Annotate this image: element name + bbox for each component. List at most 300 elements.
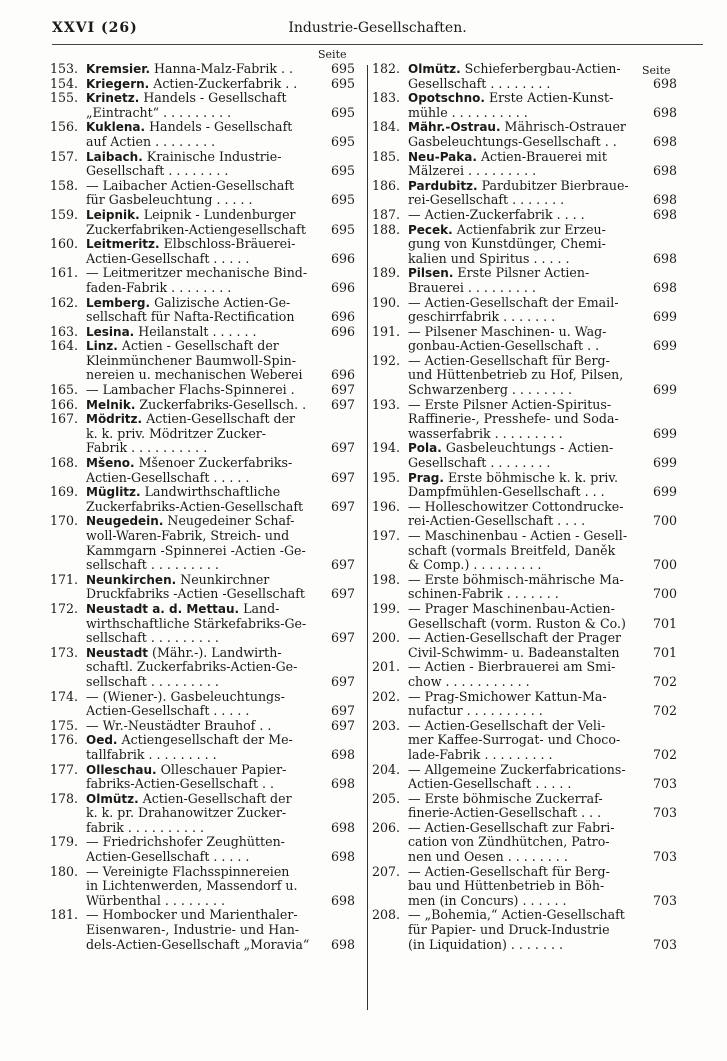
index-entry: [50, 485, 355, 514]
entry-text: in Lichtenwerden, Massendorf u.: [86, 878, 298, 894]
entry-number: 176.: [50, 732, 79, 748]
entry-text: wasserfabrik . . . . . . . . .: [408, 425, 563, 441]
entry-number: 197.: [372, 528, 401, 543]
entry-text: schinen-Fabrik . . . . . . .: [408, 586, 559, 602]
entry-text: Civil-Schwimm- u. Badeanstalten: [408, 644, 620, 660]
entry-text: Mälzerei . . . . . . . . .: [408, 163, 537, 179]
entry-page: 703: [652, 892, 677, 908]
entry-page: 698: [652, 250, 677, 266]
entry-page: 698: [652, 206, 677, 222]
entry-text: — Actien-Gesellschaft zur Fabri-: [408, 819, 615, 835]
index-entry: [50, 237, 355, 266]
entry-number: 199.: [372, 600, 401, 616]
entry-text: — Vereinigte Flachsspinnereien: [86, 863, 290, 879]
entry-text: lade-Fabrik . . . . . . . . .: [408, 746, 553, 762]
entry-page: 701: [652, 615, 677, 631]
page-header: [52, 20, 703, 42]
entry-text: — Prag-Smichower Kattun-Ma-: [408, 688, 607, 704]
index-entry: [372, 91, 677, 120]
entry-text: Brauerei . . . . . . . . .: [408, 279, 536, 295]
index-entry: [50, 398, 355, 413]
entry-text: Actien - Gesellschaft der: [121, 338, 279, 354]
entry-number: 179.: [50, 834, 79, 850]
entry-place: Pilsen.: [408, 266, 454, 281]
entry-place: Laibach.: [86, 149, 143, 164]
entry-text: schaftl. Zuckerfabriks-Actien-Ge-: [86, 659, 298, 675]
entry-place: Neustadt: [86, 645, 149, 660]
entry-text: dels-Actien-Gesellschaft „Moravia“: [86, 936, 310, 952]
index-entry: [50, 514, 355, 572]
entry-place: Opotschno.: [408, 91, 485, 106]
entry-page: 697: [330, 469, 355, 485]
entry-text: Elbschloss-Bräuerei-: [163, 236, 296, 252]
entry-text: Actien-Gesellschaft der: [142, 790, 292, 806]
entry-text: für Gasbeleuchtung . . . . .: [86, 192, 253, 208]
entry-text: Kleinmünchener Baumwoll-Spin-: [86, 352, 296, 368]
entry-place: Kremsier.: [86, 62, 151, 76]
entry-text: Handels - Gesellschaft: [149, 119, 293, 135]
entry-number: 164.: [50, 338, 79, 354]
index-entry: [50, 62, 355, 77]
entry-number: 158.: [50, 177, 79, 193]
entry-text: chow . . . . . . . . . . .: [408, 673, 530, 689]
entry-place: Olleschau.: [86, 762, 157, 777]
entry-number: 207.: [372, 863, 401, 879]
entry-text: (Mähr.-). Landwirth-: [152, 644, 282, 660]
index-entry: [372, 208, 677, 223]
entry-page: 696: [330, 279, 355, 295]
seite-label-right: Seite: [642, 64, 671, 77]
entry-page: 699: [652, 425, 677, 441]
entry-text: Actien-Zuckerfabrik . .: [153, 75, 298, 91]
entry-text: Gesellschaft (vorm. Ruston & Co.): [408, 615, 626, 631]
entry-page: 698: [330, 936, 355, 952]
entry-place: Leitmeritz.: [86, 237, 160, 252]
page-number: XXVI (26): [52, 20, 138, 36]
index-entry: [50, 792, 355, 836]
index-entry: [372, 441, 677, 470]
entry-text: woll-Waren-Fabrik, Streich- und: [86, 528, 290, 543]
entry-text: fabrik . . . . . . . . . .: [86, 819, 204, 835]
entry-place: Mödritz.: [86, 412, 143, 427]
entry-page: 699: [652, 484, 677, 500]
entry-number: 173.: [50, 644, 79, 660]
entry-text: — Prager Maschinenbau-Actien-: [408, 600, 615, 616]
entry-text: — „Bohemia,“ Actien-Gesellschaft: [408, 907, 625, 923]
entry-text: Mährisch-Ostrauer: [504, 119, 626, 135]
entry-text: — (Wiener-). Gasbeleuchtungs-: [86, 688, 285, 704]
entry-text: — Actien-Zuckerfabrik . . . .: [408, 206, 585, 222]
entry-page: 697: [330, 673, 355, 689]
entry-page: 697: [330, 557, 355, 573]
index-entry: [50, 865, 355, 909]
entry-text: — Laibacher Actien-Gesellschaft: [86, 177, 295, 193]
entry-text: Dampfmühlen-Gesellschaft . . .: [408, 484, 605, 500]
entry-page: 699: [652, 455, 677, 471]
entry-text: — Erste böhmische Zuckerraf-: [408, 790, 603, 806]
entry-number: 178.: [50, 790, 79, 806]
entry-text: Handels - Gesellschaft: [143, 90, 287, 106]
entry-text: Actien-Gesellschaft . . . . .: [408, 776, 572, 792]
entry-number: 183.: [372, 90, 401, 106]
entry-page: 703: [652, 776, 677, 792]
entry-number: 172.: [50, 600, 79, 616]
entry-page: 698: [330, 746, 355, 762]
index-entry: [372, 500, 677, 529]
entry-text: — Actien-Gesellschaft für Berg-: [408, 352, 610, 368]
entry-text: Fabrik . . . . . . . . . .: [86, 440, 208, 456]
entry-place: Mšeno.: [86, 456, 135, 471]
entry-number: 189.: [372, 265, 401, 281]
entry-number: 185.: [372, 148, 401, 164]
entry-page: 700: [652, 557, 677, 573]
entry-number: 156.: [50, 119, 79, 135]
index-entry: [50, 383, 355, 398]
index-entry: [372, 690, 677, 719]
entry-text: Actien-Gesellschaft . . . . .: [86, 469, 250, 485]
entry-place: Lemberg.: [86, 295, 151, 310]
entry-page: 697: [330, 396, 355, 412]
entry-text: Landwirthschaftliche: [144, 484, 281, 500]
entry-text: Pardubitzer Bierbraue-: [481, 177, 629, 193]
entry-page: 697: [330, 498, 355, 514]
index-entry: [50, 120, 355, 149]
entry-number: 161.: [50, 265, 79, 281]
entry-number: 208.: [372, 907, 401, 923]
entry-text: men (in Concurs) . . . . . .: [408, 892, 567, 908]
entry-place: Neu-Paka.: [408, 149, 477, 164]
entry-number: 186.: [372, 177, 401, 193]
entry-number: 205.: [372, 790, 401, 806]
entry-text: sellschaft für Nafta-Rectification: [86, 309, 295, 325]
entry-text: nen und Oesen . . . . . . . .: [408, 849, 568, 865]
entry-page: 697: [330, 717, 355, 733]
entry-text: wirthschaftliche Stärkefabriks-Ge-: [86, 615, 307, 631]
entry-text: — Friedrichshofer Zeughütten-: [86, 834, 285, 850]
entry-place: Neunkirchen.: [86, 572, 177, 587]
entry-page: 703: [652, 849, 677, 865]
entry-text: Galizische Actien-Ge-: [154, 294, 291, 310]
index-entry: [372, 120, 677, 149]
entry-page: 703: [652, 805, 677, 821]
entry-text: — Actien - Bierbrauerei am Smi-: [408, 659, 616, 675]
index-entry: [372, 398, 677, 442]
entry-page: 698: [330, 849, 355, 865]
entry-text: Neugedeiner Schaf-: [167, 513, 295, 529]
index-entry: [372, 471, 677, 500]
index-entry: [372, 62, 677, 91]
right-column: [372, 62, 677, 952]
entry-page: 695: [330, 163, 355, 179]
seite-label-left: Seite: [318, 48, 347, 61]
entry-text: fabriks-Actien-Gesellschaft . .: [86, 776, 275, 792]
entry-text: mer Kaffee-Surrogat- und Choco-: [408, 732, 621, 748]
index-entry: [50, 573, 355, 602]
entry-place: Krinetz.: [86, 91, 140, 106]
index-entry: [50, 296, 355, 325]
entry-place: Olmütz.: [86, 791, 139, 806]
entry-text: — Leitmeritzer mechanische Bind-: [86, 265, 308, 281]
entry-text: — Erste böhmisch-mährische Ma-: [408, 571, 624, 587]
entry-number: 194.: [372, 440, 401, 456]
entry-number: 162.: [50, 294, 79, 310]
entry-page: 696: [330, 323, 355, 339]
entry-number: 193.: [372, 396, 401, 412]
entry-page: 698: [652, 279, 677, 295]
entry-text: „Eintracht“ . . . . . . . . .: [86, 104, 232, 120]
index-entry: [372, 660, 677, 689]
entry-place: Leipnik.: [86, 207, 140, 222]
entry-number: 204.: [372, 761, 401, 777]
entry-text: geschirrfabrik . . . . . . .: [408, 309, 556, 325]
entry-text: Actienfabrik zur Erzeu-: [456, 221, 606, 237]
header-rule: [52, 44, 703, 45]
entry-text: Gasbeleuchtungs-Gesellschaft . .: [408, 133, 617, 149]
entry-place: Linz.: [86, 339, 118, 354]
entry-page: 698: [652, 163, 677, 179]
index-entry: [50, 733, 355, 762]
entry-number: 160.: [50, 236, 79, 252]
index-entry: [372, 573, 677, 602]
entry-page: 698: [652, 133, 677, 149]
entry-text: schaft (vormals Breitfeld, Daněk: [408, 542, 616, 558]
entry-text: Würbenthal . . . . . . . .: [86, 892, 225, 908]
index-entry: [50, 835, 355, 864]
entry-number: 203.: [372, 717, 401, 733]
entry-text: Gasbeleuchtungs - Actien-: [445, 440, 614, 456]
entry-page: 699: [652, 338, 677, 354]
entry-text: Zuckerfabriks-Gesellsch. .: [139, 396, 307, 412]
entry-number: 190.: [372, 294, 401, 310]
entry-text: Actien-Brauerei mit: [480, 148, 607, 164]
entry-page: 696: [330, 367, 355, 383]
entry-place: Prag.: [408, 470, 444, 485]
entry-text: Erste böhmische k. k. priv.: [447, 469, 618, 485]
entry-text: Gesellschaft . . . . . . . .: [86, 163, 229, 179]
index-entry: [50, 339, 355, 383]
entry-number: 169.: [50, 484, 79, 500]
entry-text: kalien und Spiritus . . . . .: [408, 250, 570, 266]
entry-place: Kuklena.: [86, 120, 146, 135]
index-entry: [372, 792, 677, 821]
entry-page: 695: [330, 104, 355, 120]
entry-text: & Comp.) . . . . . . . . .: [408, 557, 542, 573]
entry-text: rei-Gesellschaft . . . . . . .: [408, 192, 565, 208]
page-title: Industrie-Gesellschaften.: [288, 20, 467, 36]
entry-text: Mšenoer Zuckerfabriks-: [138, 455, 293, 471]
entry-place: Mähr.-Ostrau.: [408, 120, 501, 135]
entry-page: 698: [652, 104, 677, 120]
entry-number: 202.: [372, 688, 401, 704]
entry-page: 698: [330, 776, 355, 792]
entry-number: 177.: [50, 761, 79, 777]
entry-number: 201.: [372, 659, 401, 675]
entry-number: 198.: [372, 571, 401, 587]
entry-page: 698: [330, 819, 355, 835]
entry-place: Müglitz.: [86, 485, 141, 500]
entry-number: 168.: [50, 455, 79, 471]
entry-number: 195.: [372, 469, 401, 485]
entry-place: Pardubitz.: [408, 178, 478, 193]
entry-page: 697: [330, 586, 355, 602]
entry-text: — Wr.-Neustädter Brauhof . .: [86, 717, 272, 733]
entry-text: mühle . . . . . . . . . .: [408, 104, 528, 120]
entry-text: Gesellschaft . . . . . . . .: [408, 75, 551, 91]
entry-text: für Papier- und Druck-Industrie: [408, 922, 610, 938]
entry-text: Druckfabriks -Actien -Gesellschaft: [86, 586, 305, 602]
index-entry: [50, 179, 355, 208]
entry-text: tallfabrik . . . . . . . . .: [86, 746, 217, 762]
entry-text: Kammgarn -Spinnerei -Actien -Ge-: [86, 542, 306, 558]
entry-text: Heilanstalt . . . . . .: [138, 323, 257, 339]
entry-place: Olmütz.: [408, 62, 461, 76]
entry-page: 695: [330, 192, 355, 208]
index-entry: [372, 529, 677, 573]
index-entry: [50, 456, 355, 485]
index-entry: [372, 223, 677, 267]
entry-page: 702: [652, 673, 677, 689]
entry-number: 174.: [50, 688, 79, 704]
entry-page: 697: [330, 630, 355, 646]
index-entry: [372, 865, 677, 909]
entry-page: 702: [652, 703, 677, 719]
entry-text: Actiengesellschaft der Me-: [121, 732, 293, 748]
entry-number: 155.: [50, 90, 79, 106]
entry-page: 703: [652, 936, 677, 952]
entry-place: Pecek.: [408, 222, 453, 237]
entry-number: 180.: [50, 863, 79, 879]
entry-text: Erste Actien-Kunst-: [488, 90, 614, 106]
index-entry: [50, 91, 355, 120]
entry-text: k. k. priv. Mödritzer Zucker-: [86, 425, 267, 441]
index-entry: [50, 208, 355, 237]
entry-text: Erste Pilsner Actien-: [457, 265, 590, 281]
entry-page: 698: [652, 75, 677, 91]
entry-text: Raffinerie-, Presshefe- und Soda-: [408, 411, 619, 427]
entry-text: (in Liquidation) . . . . . . .: [408, 936, 563, 952]
entry-text: Eisenwaren-, Industrie- und Han-: [86, 922, 300, 938]
entry-text: rei-Actien-Gesellschaft . . . .: [408, 513, 586, 529]
entry-page: 695: [330, 61, 355, 76]
entry-page: 697: [330, 440, 355, 456]
entry-text: — Allgemeine Zuckerfabrications-: [408, 761, 626, 777]
entry-text: Actien-Gesellschaft . . . . .: [86, 849, 250, 865]
entry-page: 701: [652, 644, 677, 660]
entry-text: finerie-Actien-Gesellschaft . . .: [408, 805, 602, 821]
entry-text: cation von Zündhütchen, Patro-: [408, 834, 610, 850]
entry-place: Lesina.: [86, 324, 135, 339]
entry-text: k. k. pr. Drahanowitzer Zucker-: [86, 805, 287, 821]
index-entry: [50, 602, 355, 646]
entry-text: Actien-Gesellschaft . . . . .: [86, 250, 250, 266]
entry-page: 700: [652, 513, 677, 529]
entry-place: Oed.: [86, 733, 118, 748]
entry-text: — Actien-Gesellschaft der Veli-: [408, 717, 606, 733]
entry-page: 699: [652, 382, 677, 398]
entry-text: — Actien-Gesellschaft für Berg-: [408, 863, 610, 879]
entry-page: 699: [652, 309, 677, 325]
entry-text: — Hombocker und Marienthaler-: [86, 907, 298, 923]
entry-text: und Hüttenbetrieb zu Hof, Pilsen,: [408, 367, 624, 383]
entry-text: faden-Fabrik . . . . . . . .: [86, 279, 232, 295]
index-entry: [372, 266, 677, 295]
entry-number: 171.: [50, 571, 79, 587]
index-entry: [50, 412, 355, 456]
index-entry: [50, 266, 355, 295]
index-entry: [50, 719, 355, 734]
entry-text: Neunkirchner: [180, 571, 270, 587]
entry-page: 695: [330, 221, 355, 237]
index-entry: [372, 763, 677, 792]
index-entry: [372, 821, 677, 865]
entry-text: sellschaft . . . . . . . . .: [86, 630, 219, 646]
entry-page: 696: [330, 309, 355, 325]
entry-place: Neustadt a. d. Mettau.: [86, 601, 240, 616]
entry-page: 696: [330, 250, 355, 266]
entry-text: Actien-Gesellschaft . . . . .: [86, 703, 250, 719]
left-column: [50, 62, 355, 952]
entry-text: Zuckerfabriken-Actiengesellschaft: [86, 221, 306, 237]
entry-number: 182.: [372, 61, 401, 76]
entry-text: Schwarzenberg . . . . . . . .: [408, 382, 572, 398]
entry-page: 697: [330, 703, 355, 719]
entry-page: 695: [330, 133, 355, 149]
entry-text: Hanna-Malz-Fabrik . .: [154, 61, 293, 76]
entry-number: 154.: [50, 75, 79, 91]
entry-place: Kriegern.: [86, 76, 150, 91]
index-entry: [372, 150, 677, 179]
index-entry: [50, 325, 355, 340]
entry-number: 196.: [372, 498, 401, 514]
entry-text: Gesellschaft . . . . . . . .: [408, 455, 551, 471]
entry-number: 184.: [372, 119, 401, 135]
entry-place: Pola.: [408, 441, 442, 456]
index-entry: [50, 646, 355, 690]
entry-number: 191.: [372, 323, 401, 339]
entry-text: — Pilsener Maschinen- u. Wag-: [408, 323, 607, 339]
entry-text: — Holleschowitzer Cottondrucke-: [408, 498, 624, 514]
index-entry: [372, 179, 677, 208]
entry-number: 153.: [50, 61, 79, 76]
entry-place: Neugedein.: [86, 514, 164, 529]
entry-number: 170.: [50, 513, 79, 529]
entry-number: 166.: [50, 396, 79, 412]
entry-text: gonbau-Actien-Gesellschaft . .: [408, 338, 600, 354]
index-entry: [50, 908, 355, 952]
entry-text: Land-: [243, 600, 280, 616]
entry-number: 163.: [50, 323, 79, 339]
entry-text: Leipnik - Lundenburger: [143, 206, 296, 222]
index-entry: [372, 325, 677, 354]
entry-text: Schieferbergbau-Actien-: [464, 61, 621, 76]
entry-text: — Actien-Gesellschaft der Prager: [408, 630, 622, 646]
entry-page: 700: [652, 586, 677, 602]
index-entry: [372, 354, 677, 398]
index-entry: [50, 77, 355, 92]
index-entry: [372, 719, 677, 763]
entry-number: 159.: [50, 206, 79, 222]
entry-page: 698: [652, 192, 677, 208]
entry-text: gung von Kunstdünger, Chemi-: [408, 236, 606, 252]
index-entry: [372, 602, 677, 631]
entry-text: Olleschauer Papier-: [160, 761, 287, 777]
entry-text: — Lambacher Flachs-Spinnerei .: [86, 382, 295, 398]
entry-page: 702: [652, 746, 677, 762]
entry-number: 200.: [372, 630, 401, 646]
entry-number: 167.: [50, 411, 79, 427]
entry-number: 157.: [50, 148, 79, 164]
index-entry: [50, 690, 355, 719]
